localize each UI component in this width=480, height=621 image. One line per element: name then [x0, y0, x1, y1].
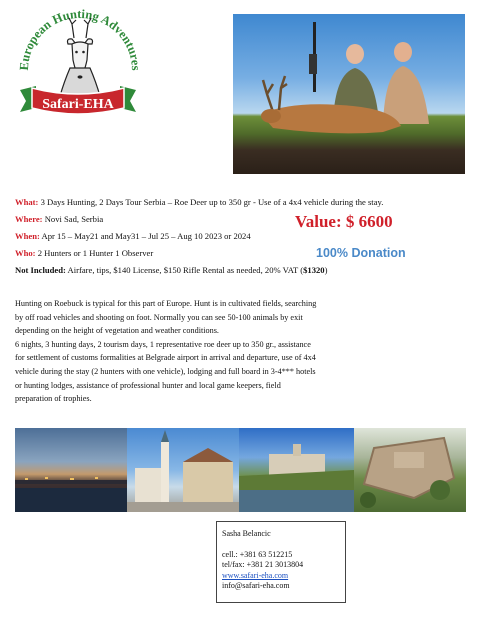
- where-label: Where:: [15, 214, 43, 224]
- fortress-river-photo: [239, 428, 354, 512]
- logo-text-top: European Hunting Adventures: [16, 8, 142, 71]
- roe-deer-head-icon: [14, 8, 142, 126]
- hero-photo: [233, 14, 465, 174]
- city-night-river-photo: [15, 428, 127, 512]
- where-value: Novi Sad, Serbia: [44, 214, 104, 224]
- who-value: 2 Hunters or 1 Hunter 1 Observer: [37, 248, 154, 258]
- description: [15, 297, 455, 406]
- fortress-aerial-photo: [354, 428, 466, 512]
- town-square-church-photo: [127, 428, 239, 512]
- donation-text: 100% Donation: [316, 246, 406, 260]
- when-line: [15, 230, 251, 242]
- description-line: vehicle during the stay (2 hunters with one vehicle), lodging and full board in 3-4*** hotels: [15, 366, 316, 376]
- contact-box: [216, 521, 346, 603]
- description-line: by off road vehicles and shooting on foot. Normally you can see 50-100 animals by exit: [15, 312, 303, 322]
- description-line: 6 nights, 3 hunting days, 2 tourism days, 1 representative roe deer up to 350 gr., assistance: [15, 339, 311, 349]
- what-line: [15, 196, 383, 208]
- what-value: 3 Days Hunting, 2 Days Tour Serbia – Roe Deer up to 350 gr - Use of a 4x4 vehicle during the stay.: [40, 197, 384, 207]
- where-line: [15, 213, 103, 225]
- contact-email[interactable]: info@safari-eha.com: [222, 581, 290, 591]
- who-line: [15, 247, 153, 259]
- contact-name: Sasha Belancic: [222, 529, 271, 538]
- description-line: Hunting on Roebuck is typical for this part of Europe. Hunt is in cultivated fields, searching: [15, 299, 317, 308]
- contact-cell: cell.: +381 63 512215: [222, 549, 293, 559]
- not-included-label: Not Included:: [15, 265, 66, 275]
- description-line: or hunting lodges, assistance of professional hunter and local game keepers, field: [15, 380, 281, 390]
- not-included-value: Airfare, tips, $140 License, $150 Rifle Rental as needed, 20% VAT (: [67, 265, 304, 275]
- contact-telfax: tel/fax: +381 21 3013804: [222, 560, 304, 570]
- description-line: for settlement of customs formalities at Belgrade airport in arrival and departure, use of 4x4: [15, 353, 316, 363]
- when-value: Apr 15 – May21 and May31 – Jul 25 – Aug 10 2023 or 2024: [41, 231, 251, 241]
- not-included-amount: $1320: [303, 265, 325, 275]
- value-text: Value: $ 6600: [295, 212, 393, 231]
- hunters-with-roe-deer-photo: [233, 14, 465, 174]
- when-label: When:: [15, 231, 40, 241]
- what-label: What:: [15, 197, 39, 207]
- not-included-line: [15, 264, 327, 276]
- not-included-end: ): [324, 265, 328, 275]
- contact-website-link[interactable]: www.safari-eha.com: [222, 570, 289, 580]
- description-line: depending on the height of vegetation and weather conditions.: [15, 326, 219, 336]
- who-label: Who:: [15, 248, 36, 258]
- company-logo: [14, 8, 142, 126]
- description-line: preparation of trophies.: [15, 394, 92, 404]
- logo-banner-text: Safari-EHA: [42, 97, 114, 112]
